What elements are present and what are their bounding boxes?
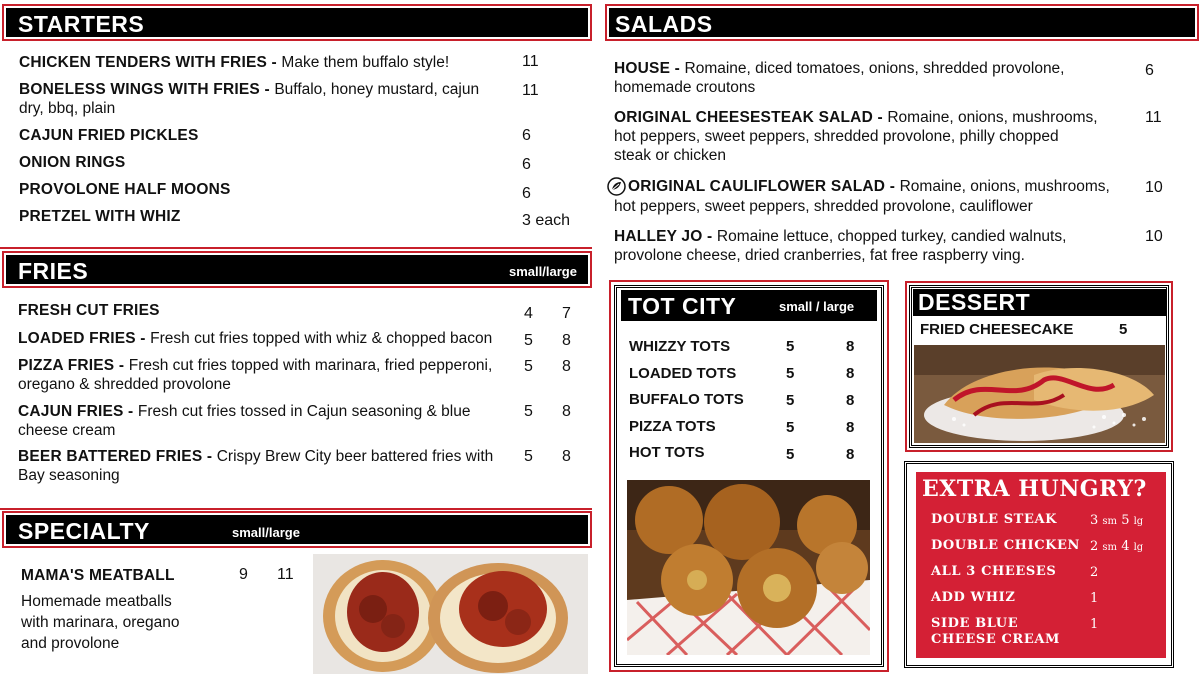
- dessert-title: DESSERT: [918, 289, 1031, 315]
- tot-item-name: LOADED TOTS: [629, 365, 737, 382]
- list-item: CHICKEN TENDERS WITH FRIES - Make them buffalo style!: [19, 54, 450, 71]
- list-item-desc: hot peppers, sweet peppers, shredded provolone, cauliflower: [614, 198, 1033, 215]
- extra-item-name: ADD WHIZ: [931, 590, 1016, 605]
- leaf-badge-icon: [607, 177, 626, 196]
- extra-item-price: 2: [1090, 565, 1099, 580]
- specialty-title: SPECIALTY: [18, 518, 150, 544]
- extra-item-name: ALL 3 CHEESES: [931, 564, 1057, 579]
- item-price: 10: [1145, 179, 1163, 196]
- specialty-item-name: MAMA'S MEATBALL: [21, 567, 175, 584]
- tot-city-header: [621, 290, 877, 321]
- dessert-item-name: FRIED CHEESECAKE: [920, 321, 1074, 338]
- price-small: 5: [524, 403, 533, 420]
- price-small: 5: [524, 358, 533, 375]
- specialty-header: [4, 513, 590, 546]
- item-price: 6: [1145, 62, 1154, 79]
- price-small: 5: [786, 419, 795, 436]
- specialty-item-desc: Homemade meatballs with marinara, oregano and provolone: [21, 593, 180, 652]
- salads-title: SALADS: [615, 11, 713, 37]
- salads-header: [607, 6, 1197, 39]
- item-price: 6: [522, 127, 531, 144]
- tot-city-title: TOT CITY: [628, 293, 737, 319]
- list-item: CAJUN FRIES - Fresh cut fries tossed in Cajun seasoning & blue cheese cream: [18, 403, 471, 439]
- price-small: 4: [524, 305, 533, 322]
- price-large: 8: [846, 365, 855, 382]
- price-large: 8: [846, 446, 855, 463]
- item-price: 3 each: [522, 212, 571, 229]
- item-price: 10: [1145, 228, 1163, 245]
- list-item: LOADED FRIES - Fresh cut fries topped with whiz & chopped bacon: [18, 330, 493, 347]
- price-large: 8: [562, 448, 571, 465]
- dessert-item-price: 5: [1119, 321, 1128, 338]
- list-item: PROVOLONE HALF MOONS: [19, 181, 231, 198]
- price-small: 5: [786, 392, 795, 409]
- starters-header: [4, 6, 590, 39]
- list-item: CAJUN FRIED PICKLES: [19, 127, 199, 144]
- item-price: 6: [522, 185, 531, 202]
- list-item: PIZZA FRIES - Fresh cut fries topped with marinara, fried pepperoni, oregano & shredded provolone: [18, 357, 493, 393]
- list-item: HOUSE - Romaine, diced tomatoes, onions, shredded provolone, homemade croutons: [614, 60, 1065, 96]
- price-small: 5: [524, 448, 533, 465]
- fries-header: [4, 253, 590, 286]
- extra-item-price: 3 sm 5 lg: [1090, 513, 1144, 528]
- price-large: 7: [562, 305, 571, 322]
- price-small: 5: [786, 446, 795, 463]
- fried-cheesecake-photo: [914, 345, 1165, 443]
- list-item: ORIGINAL CAULIFLOWER SALAD - Romaine, onions, mushrooms,: [628, 178, 1110, 195]
- extra-item-price: 2 sm 4 lg: [1090, 539, 1144, 554]
- extra-item-price: 1: [1090, 591, 1099, 606]
- price-large: 8: [846, 392, 855, 409]
- list-item: HALLEY JO - Romaine lettuce, chopped turkey, candied walnuts, provolone cheese, dried cranberries, fat free raspberry ving.: [614, 228, 1067, 264]
- list-item: PRETZEL WITH WHIZ: [19, 208, 181, 225]
- item-price: 6: [522, 156, 531, 173]
- price-large: 8: [846, 338, 855, 355]
- tot-city-size-label: small / large: [779, 299, 855, 314]
- starters-title: STARTERS: [18, 11, 145, 37]
- price-large: 8: [562, 332, 571, 349]
- tot-item-name: HOT TOTS: [629, 444, 705, 461]
- list-item: ONION RINGS: [19, 154, 126, 171]
- fries-size-label: small/large: [509, 264, 577, 279]
- price-small: 5: [786, 338, 795, 355]
- extra-item-name: DOUBLE CHICKEN: [931, 538, 1081, 553]
- item-price: 11: [522, 53, 539, 70]
- fries-title: FRIES: [18, 258, 89, 284]
- list-item: BEER BATTERED FRIES - Crispy Brew City beer battered fries with Bay seasoning: [18, 448, 494, 484]
- tater-tots-photo: [627, 480, 870, 655]
- price-small: 9: [239, 566, 248, 583]
- tot-item-name: WHIZZY TOTS: [629, 338, 731, 355]
- list-item: BONELESS WINGS WITH FRIES - Buffalo, honey mustard, cajun dry, bbq, plain: [19, 81, 480, 117]
- extra-item-name: SIDE BLUE CHEESE CREAM: [931, 616, 1061, 647]
- extra-hungry-title: EXTRA HUNGRY?: [922, 476, 1147, 502]
- price-large: 8: [562, 403, 571, 420]
- list-item: ORIGINAL CHEESESTEAK SALAD - Romaine, onions, mushrooms, hot peppers, sweet peppers, shredded provolone, philly chopped steak or chicken: [614, 109, 1098, 164]
- meatball-sandwich-photo: [313, 554, 588, 674]
- list-item: FRESH CUT FRIES: [18, 302, 160, 319]
- price-small: 5: [524, 332, 533, 349]
- extra-item-name: DOUBLE STEAK: [931, 512, 1058, 527]
- item-price: 11: [1145, 109, 1162, 126]
- tot-item-name: PIZZA TOTS: [629, 418, 716, 435]
- specialty-size-label: small/large: [232, 525, 300, 540]
- tot-item-name: BUFFALO TOTS: [629, 391, 744, 408]
- price-large: 8: [562, 358, 571, 375]
- item-price: 11: [522, 82, 539, 99]
- price-large: 11: [277, 566, 294, 583]
- divider: [0, 508, 592, 510]
- price-small: 5: [786, 365, 795, 382]
- price-large: 8: [846, 419, 855, 436]
- dessert-header: [913, 289, 1167, 316]
- extra-item-price: 1: [1090, 617, 1099, 632]
- divider: [0, 247, 592, 249]
